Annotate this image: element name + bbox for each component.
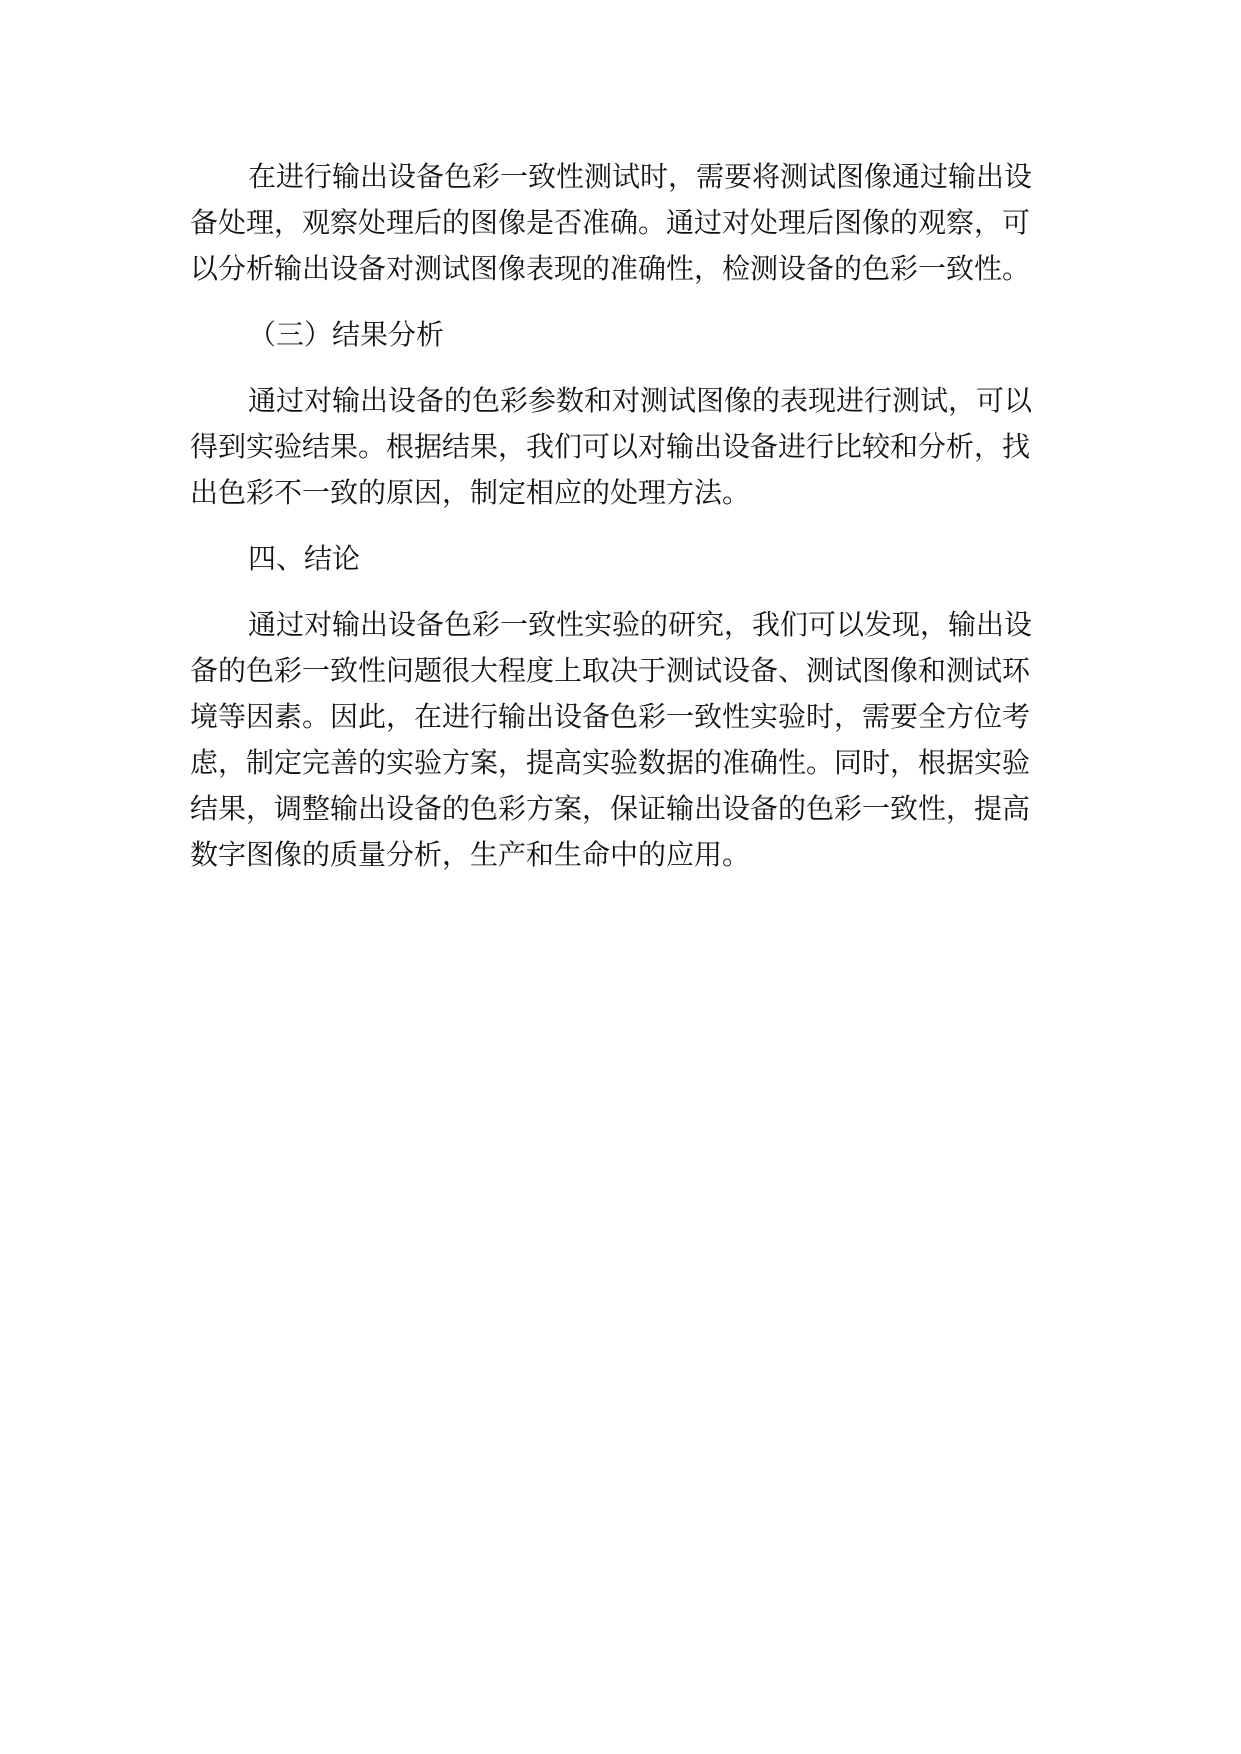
section-heading-conclusion: 四、结论 bbox=[248, 542, 361, 575]
body-paragraph: 在进行输出设备色彩一致性测试时，需要将测试图像通过输出设备处理，观察处理后的图像是否准确。通过对处理后图像的观察，可以分析输出设备对测试图像表现的准确性，检测设备的色彩一致性。 bbox=[190, 160, 1033, 285]
document-body bbox=[190, 154, 1032, 898]
body-paragraph: 通过对输出设备色彩一致性实验的研究，我们可以发现，输出设备的色彩一致性问题很大程度上取决于测试设备、测试图像和测试环境等因素。因此，在进行输出设备色彩一致性实验时，需要全方位考虑，制定完善的实验方案，提高实验数据的准确性。同时，根据实验结果，调整输出设备的色彩方案，保证输出设备的色彩一致性，提高数字图像的质量分析，生产和生命中的应用。 bbox=[190, 608, 1033, 871]
body-paragraph: 通过对输出设备的色彩参数和对测试图像的表现进行测试，可以得到实验结果。根据结果，我们可以对输出设备进行比较和分析，找出色彩不一致的原因，制定相应的处理方法。 bbox=[190, 384, 1033, 509]
section-heading-results: （三）结果分析 bbox=[248, 318, 445, 351]
